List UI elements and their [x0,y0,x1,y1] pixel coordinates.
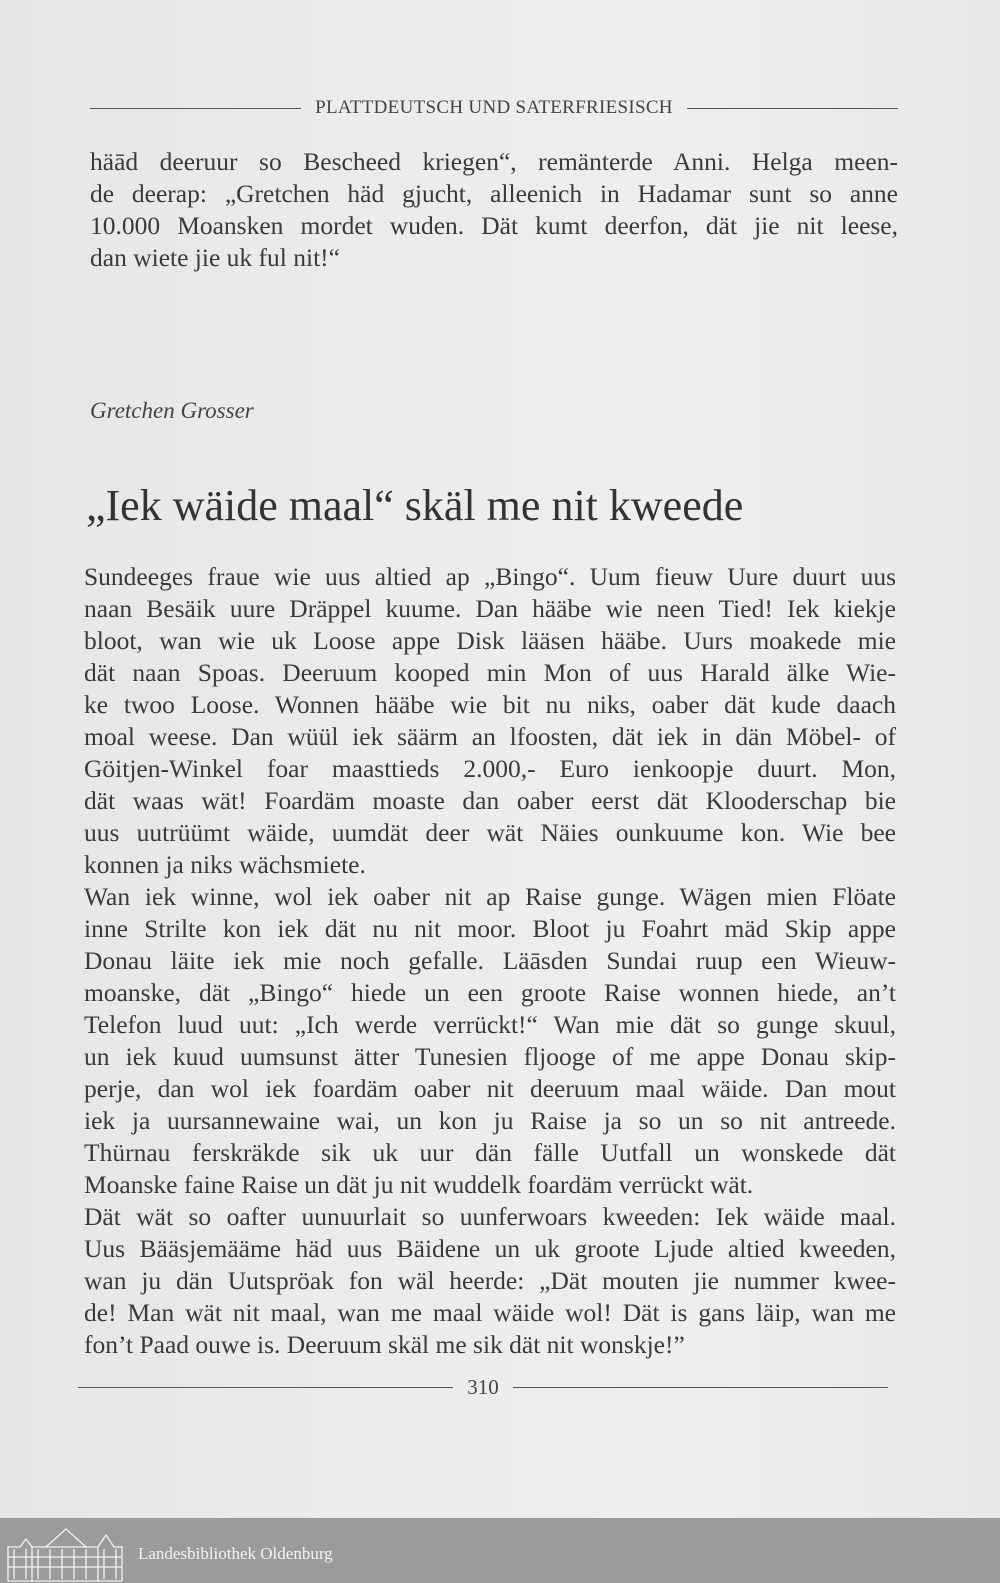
text-line: Moanske faine Raise un dät ju nit wuddelk foardäm verrückt wät. [84,1170,754,1199]
library-footer-bar [0,1518,1000,1583]
running-head-title: PLATTDEUTSCH UND SATERFRIESISCH [315,97,673,118]
page-folio [78,1374,888,1400]
library-building-logo-icon [6,1525,124,1583]
article-body [84,561,896,1361]
article-author: Gretchen Grosser [90,398,254,423]
text-line: bloot, wan wie uk Loose appe Disk lääsen hääbe. Uurs moakede mie [84,626,896,655]
text-line: wan ju dän Uutspröak fon wäl heerde: „Dät mouten jie nummer kwee- [84,1266,896,1295]
text-line: inne Strilte kon iek dät nu nit moor. Bloot ju Foahrt mäd Skip appe [84,914,896,943]
text-line: iek ja uursannewaine wai, un kon ju Raise ja so un so nit antreede. [84,1106,896,1135]
text-line: Göitjen-Winkel foar maasttieds 2.000,- Euro ienkoopje duurt. Mon, [84,754,896,783]
text-line: de! Man wät nit maal, wan me maal wäide wol! Dät is gans läip, wan me [84,1298,896,1327]
text-line: perje, dan wol iek foardäm oaber nit deeruum maal wäide. Dan mout [84,1074,896,1103]
text-line: dät waas wät! Foardäm moaste dan oaber eerst dät Klooderschap bie [84,786,896,815]
text-line: de deerap: „Gretchen häd gjucht, alleenich in Hadamar sunt so anne [90,179,898,208]
folio-rule-right [513,1387,888,1388]
text-line: Telefon luud uut: „Ich werde verrückt!“ Wan mie dät so gunge skuul, [84,1010,896,1039]
text-line: 10.000 Moansken mordet wuden. Dät kumt deerfon, dät jie nit leese, [90,211,898,240]
text-line: ke twoo Loose. Wonnen hääbe wie bit nu niks, oaber dät kude daach [84,690,896,719]
folio-rule-left [78,1387,453,1388]
text-line: Thürnau ferskräkde sik uk uur dän fälle Uutfall un wonskede dät [84,1138,896,1167]
text-line: un iek kuud uumsunst ätter Tunesien fljooge of me appe Donau skip- [84,1042,896,1071]
text-line: fon’t Paad ouwe is. Deeruum skäl me sik dät nit wonskje!” [84,1330,685,1359]
running-head [90,94,898,122]
text-line: konnen ja niks wächsmiete. [84,850,366,879]
header-rule-left [90,108,301,109]
text-line: naan Besäik uure Dräppel kuume. Dan hääbe wie neen Tied! Iek kiekje [84,594,896,623]
text-line: moanske, dät „Bingo“ hiede un een groote Raise wonnen hiede, an’t [84,978,896,1007]
article-title: „Iek wäide maal“ skäl me nit kweede [86,481,744,530]
text-line: Uus Bääsjemääme häd uus Bäidene un uk groote Ljude altied kweeden, [84,1234,896,1263]
text-line: uus uutrüümt wäide, uumdät deer wät Näies ounkuume kon. Wie bee [84,818,896,847]
page-number: 310 [467,1374,499,1399]
library-name: Landesbibliothek Oldenburg [138,1543,333,1563]
text-line: dät naan Spoas. Deeruum kooped min Mon of uus Harald älke Wie- [84,658,896,687]
text-line: moal weese. Dan wüül iek säärm an lfoosten, dät iek in dän Möbel- of [84,722,896,751]
text-line: Dät wät so oafter uunuurlait so uunferwoars kweeden: Iek wäide maal. [84,1202,896,1231]
text-line: Sundeeges fraue wie uus altied ap „Bingo“. Uum fieuw Uure duurt uus [84,562,896,591]
text-line: dan wiete jie uk ful nit!“ [90,243,340,272]
header-rule-right [687,108,898,109]
text-line: Wan iek winne, wol iek oaber nit ap Raise gunge. Wägen mien Flöate [84,882,896,911]
continued-paragraph [90,146,898,274]
text-line: häād deeruur so Bescheed kriegen“, remänterde Anni. Helga meen- [90,147,898,176]
text-line: Donau läite iek mie noch gefalle. Läāsden Sundai ruup een Wieuw- [84,946,896,975]
